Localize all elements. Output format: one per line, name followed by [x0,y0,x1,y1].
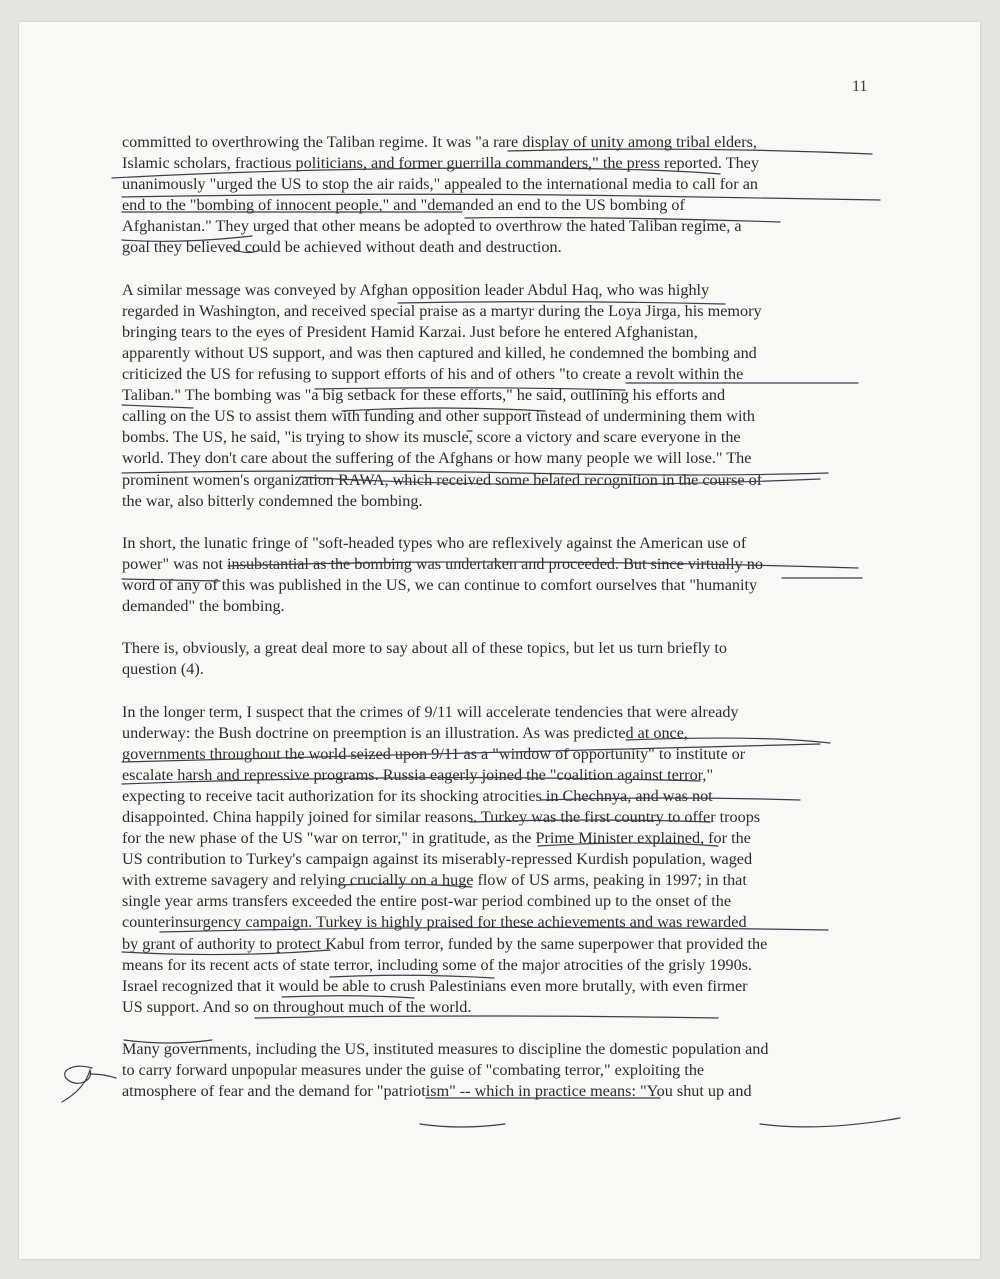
text-line: for the new phase of the US "war on terror," in gratitude, as the Prime Minister explained, for the [122,829,751,848]
text-line: regarded in Washington, and received special praise as a martyr during the Loya Jirga, his memory [122,301,762,320]
paragraph [122,638,882,680]
text-line: Israel recognized that it would be able to crush Palestinians even more brutally, with even firmer [122,976,748,995]
paragraph [122,132,882,259]
body-text [122,132,882,1123]
text-line: US contribution to Turkey's campaign against its miserably-repressed Kurdish population, waged [122,850,753,869]
text-line: the war, also bitterly condemned the bombing. [122,491,423,510]
text-line: prominent women's organization RAWA, which received some belated recognition in the course of [122,470,763,489]
text-line: In the longer term, I suspect that the crimes of 9/11 will accelerate tendencies that were already [122,702,739,721]
paragraph [122,280,882,512]
text-line: expecting to receive tacit authorization for its shocking atrocities in Chechnya, and was not [122,786,713,805]
text-line: counterinsurgency campaign. Turkey is highly praised for these achievements and was rewarded [122,913,747,932]
text-line: demanded" the bombing. [122,597,285,616]
text-line: US support. And so on throughout much of the world. [122,997,472,1016]
text-line: by grant of authority to protect Kabul from terror, funded by the same superpower that provided the [122,934,768,953]
text-line: question (4). [122,660,204,679]
text-line: unanimously "urged the US to stop the air raids," appealed to the international media to call for an [122,175,758,194]
text-line: means for its recent acts of state terror, including some of the major atrocities of the grisly 1990s. [122,955,753,974]
text-line: calling on the US to assist them with funding and other support instead of undermining them with [122,407,756,426]
text-line: to carry forward unpopular measures under the guise of "combating terror," exploiting the [122,1061,705,1080]
text-line: bringing tears to the eyes of President Hamid Karzai. Just before he entered Afghanistan, [122,322,698,341]
text-line: Islamic scholars, fractious politicians, and former guerrilla commanders," the press reported. They [122,154,759,173]
text-line: disappointed. China happily joined for similar reasons. Turkey was the first country to offer troops [122,808,761,826]
text-line: committed to overthrowing the Taliban regime. It was "a rare display of unity among tribal elders, [122,133,757,151]
text-line: atmosphere of fear and the demand for "patriotism" -- which in practice means: "You shut up and [122,1082,752,1101]
paragraph [122,702,882,1018]
text-line: Many governments, including the US, instituted measures to discipline the domestic population and [122,1040,769,1059]
text-line: word of any of this was published in the US, we can continue to comfort ourselves that "humanity [122,575,758,594]
text-line: single year arms transfers exceeded the entire post-war period combined up to the onset of the [122,892,732,911]
text-line: A similar message was conveyed by Afghan opposition leader Abdul Haq, who was highly [122,280,710,299]
text-line: power" was not insubstantial as the bombing was undertaken and proceeded. But since virtually no [122,554,763,573]
text-line: world. They don't care about the suffering of the Afghans or how many people we will lose." The [122,449,752,468]
paragraph [122,1039,882,1102]
text-line: with extreme savagery and relying crucially on a huge flow of US arms, peaking in 1997; in that [122,871,747,890]
text-line: bombs. The US, he said, "is trying to show its muscle, score a victory and scare everyone in the [122,428,741,447]
text-line: apparently without US support, and was then captured and killed, he condemned the bombing and [122,343,757,362]
text-line: underway: the Bush doctrine on preemption is an illustration. As was predicted at once, [122,723,688,742]
text-line: criticized the US for refusing to support efforts of his and of others "to create a revolt within the [122,365,744,384]
text-line: governments throughout the world seized upon 9/11 as a "window of opportunity" to institute or [122,744,746,763]
text-line: In short, the lunatic fringe of "soft-headed types who are reflexively against the American use of [122,533,747,552]
text-line: goal they believed could be achieved without death and destruction. [122,238,562,257]
page-number: 11 [852,78,868,95]
text-line: Taliban." The bombing was "a big setback for these efforts," he said, outlining his efforts and [122,386,726,405]
text-line: escalate harsh and repressive programs. Russia eagerly joined the "coalition against terror," [122,765,714,784]
text-line: end to the "bombing of innocent people," and "demanded an end to the US bombing of [122,196,685,215]
text-line: Afghanistan." They urged that other means be adopted to overthrow the hated Taliban regime, a [122,217,742,236]
paragraph [122,533,882,617]
text-line: There is, obviously, a great deal more to say about all of these topics, but let us turn briefly to [122,639,727,658]
